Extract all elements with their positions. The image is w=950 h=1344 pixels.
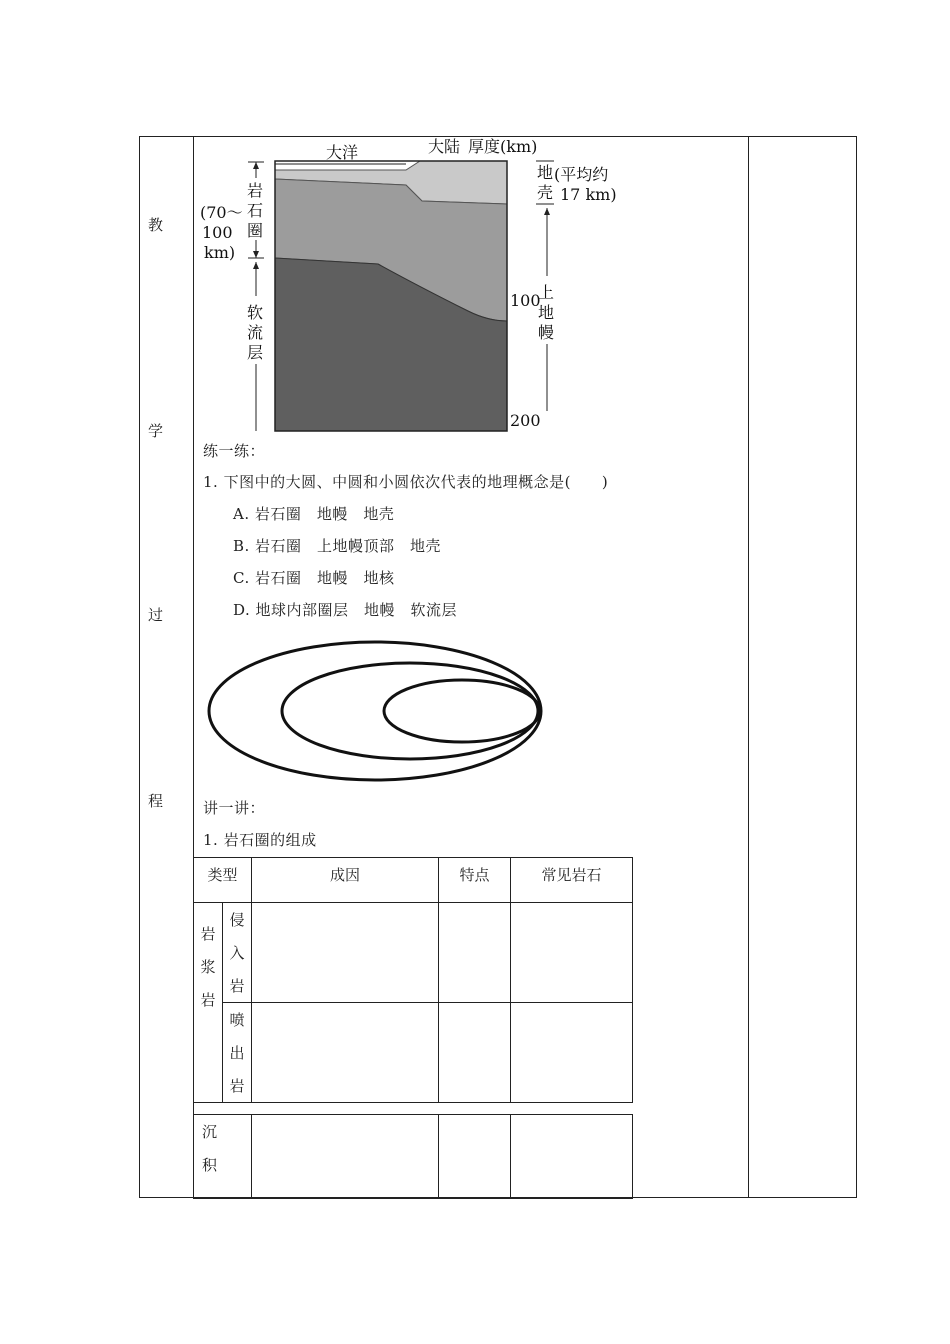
table-row: [194, 1003, 633, 1103]
table-row: [194, 1115, 633, 1199]
lithosphere-diagram: [198, 136, 628, 436]
intrusive-char: 入: [229, 944, 245, 962]
upper-mantle-char: 上: [538, 283, 555, 302]
side-label-char: 程: [148, 792, 164, 810]
empty-cell: [439, 903, 511, 1003]
empty-cell: [439, 1115, 511, 1199]
intrusive-char: 岩: [229, 977, 245, 995]
lithosphere-range: km): [204, 243, 236, 262]
crust-note: (平均约: [554, 165, 609, 184]
asthenosphere-char: 软: [247, 303, 264, 322]
lithosphere-char: 圈: [247, 221, 264, 240]
empty-cell: [252, 1115, 439, 1199]
sediment-char: 沉: [202, 1123, 218, 1141]
magma-char: 浆: [200, 958, 216, 976]
header-type: 类型: [207, 866, 238, 884]
extrusive-char: 喷: [229, 1011, 245, 1029]
nested-circles-figure: [200, 635, 550, 785]
empty-cell: [252, 903, 439, 1003]
ocean-label: 大洋: [326, 143, 359, 162]
extrusive-char: 岩: [229, 1077, 245, 1095]
lecture-heading: 讲一讲：: [203, 799, 266, 817]
lecture-subheading: 1. 岩石圈的组成: [203, 831, 317, 849]
option-c: C. 岩石圈 地幔 地核: [233, 569, 395, 587]
side-label-char: 教: [148, 216, 164, 234]
medium-circle: [282, 663, 538, 759]
question-text: 1. 下图中的大圆、中圆和小圆依次代表的地理概念是( ): [203, 473, 609, 491]
header-cause: 成因: [329, 866, 360, 884]
header-features: 特点: [459, 866, 490, 884]
empty-cell: [511, 903, 633, 1003]
asthenosphere-char: 流: [247, 323, 264, 342]
intrusive-char: 侵: [229, 911, 245, 929]
depth-label-100: 100: [510, 291, 541, 310]
empty-cell: [511, 1115, 633, 1199]
magma-char: 岩: [200, 925, 216, 943]
crust-note: 17 km): [560, 185, 617, 204]
lithosphere-range: (70～: [200, 203, 243, 222]
large-circle: [209, 642, 541, 780]
sediment-char: 积: [202, 1156, 218, 1174]
upper-mantle-char: 地: [538, 303, 555, 322]
lithosphere-range: 100: [202, 223, 233, 242]
option-a: A. 岩石圈 地幔 地壳: [233, 505, 395, 523]
asthenosphere-char: 层: [247, 343, 264, 362]
side-label-char: 过: [148, 606, 164, 624]
lithosphere-char: 石: [247, 201, 264, 220]
table-header-row: [194, 858, 633, 903]
sedimentary-rock-table: [193, 1114, 633, 1199]
extrusive-char: 出: [229, 1044, 245, 1062]
upper-mantle-char: 幔: [538, 323, 555, 342]
header-common-rocks: 常见岩石: [541, 866, 602, 884]
small-circle: [384, 680, 540, 742]
lithosphere-char: 岩: [247, 181, 264, 200]
side-label-char: 学: [148, 422, 164, 440]
empty-cell: [511, 1003, 633, 1103]
crust-char: 地: [537, 163, 554, 182]
table-row: [194, 903, 633, 1003]
continent-label: 大陆: [428, 137, 461, 156]
rock-types-table: [193, 857, 633, 1103]
option-d: D. 地球内部圈层 地幔 软流层: [233, 601, 458, 619]
depth-label-200: 200: [510, 411, 541, 430]
practice-heading: 练一练：: [203, 442, 266, 460]
empty-cell: [252, 1003, 439, 1103]
magma-char: 岩: [200, 991, 216, 1009]
crust-char: 壳: [537, 183, 554, 202]
thickness-label: 厚度(km): [468, 137, 538, 156]
option-b: B. 岩石圈 上地幔顶部 地壳: [233, 537, 442, 555]
column-divider: [748, 137, 749, 1197]
empty-cell: [439, 1003, 511, 1103]
